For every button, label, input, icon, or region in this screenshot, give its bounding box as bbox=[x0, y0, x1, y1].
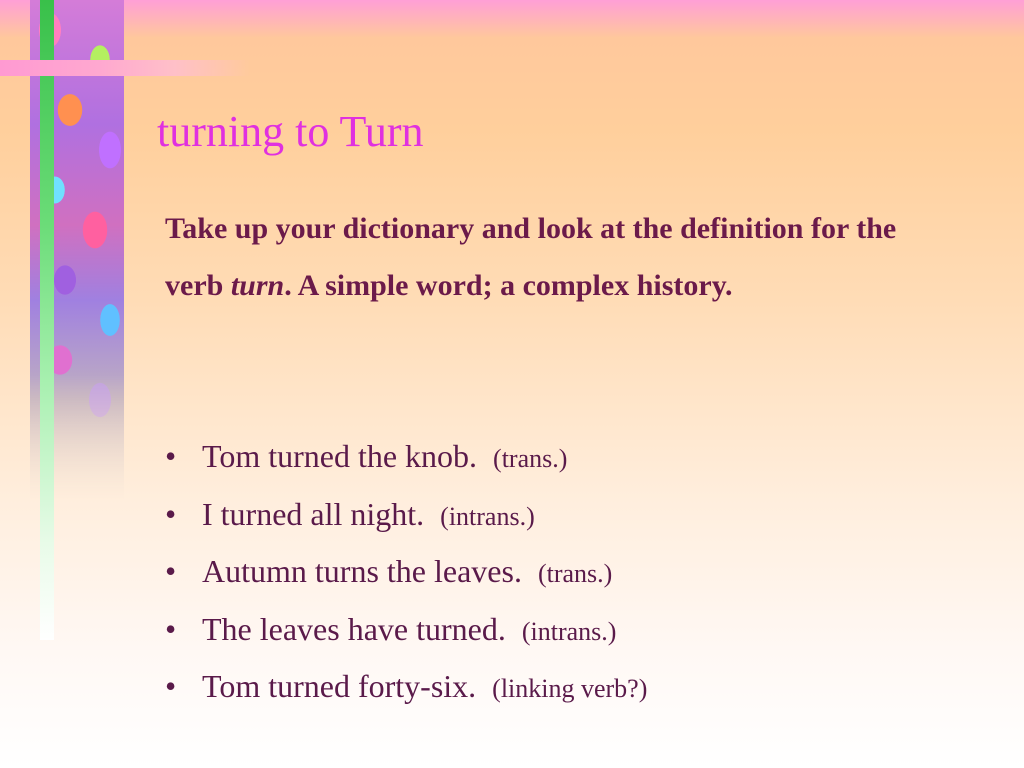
grammar-label: (intrans.) bbox=[440, 501, 535, 531]
pink-accent-bar bbox=[0, 60, 250, 76]
bullet-glyph: • bbox=[165, 553, 177, 589]
grammar-label: (linking verb?) bbox=[492, 674, 648, 703]
bullet-glyph: • bbox=[165, 438, 177, 474]
list-item bbox=[165, 658, 647, 716]
example-sentence: The leaves have turned. bbox=[202, 610, 506, 647]
bullet-glyph: • bbox=[165, 495, 177, 532]
grammar-label: (trans.) bbox=[493, 444, 568, 473]
intro-emphasis-word: turn bbox=[230, 269, 285, 302]
list-item bbox=[165, 486, 647, 544]
intro-text-part2: . A simple word; a complex history. bbox=[284, 269, 733, 302]
example-sentence: Autumn turns the leaves. bbox=[202, 553, 522, 589]
intro-paragraph bbox=[165, 200, 955, 314]
slide-title: turning to Turn bbox=[157, 107, 424, 156]
list-item bbox=[165, 543, 647, 601]
example-sentence: I turned all night. bbox=[202, 495, 425, 532]
bullet-glyph: • bbox=[165, 668, 177, 704]
list-item bbox=[165, 601, 647, 659]
grammar-label: (trans.) bbox=[537, 559, 613, 588]
intro-text-part1: Take up your dictionary and look at the definition for the verb bbox=[165, 212, 897, 302]
bullet-glyph: • bbox=[165, 610, 177, 647]
list-item bbox=[165, 428, 647, 486]
green-accent-bar bbox=[40, 0, 54, 640]
example-sentence: Tom turned forty-six. bbox=[202, 668, 477, 704]
example-sentence: Tom turned the knob. bbox=[202, 438, 478, 474]
example-list bbox=[165, 428, 647, 716]
grammar-label: (intrans.) bbox=[521, 616, 617, 646]
